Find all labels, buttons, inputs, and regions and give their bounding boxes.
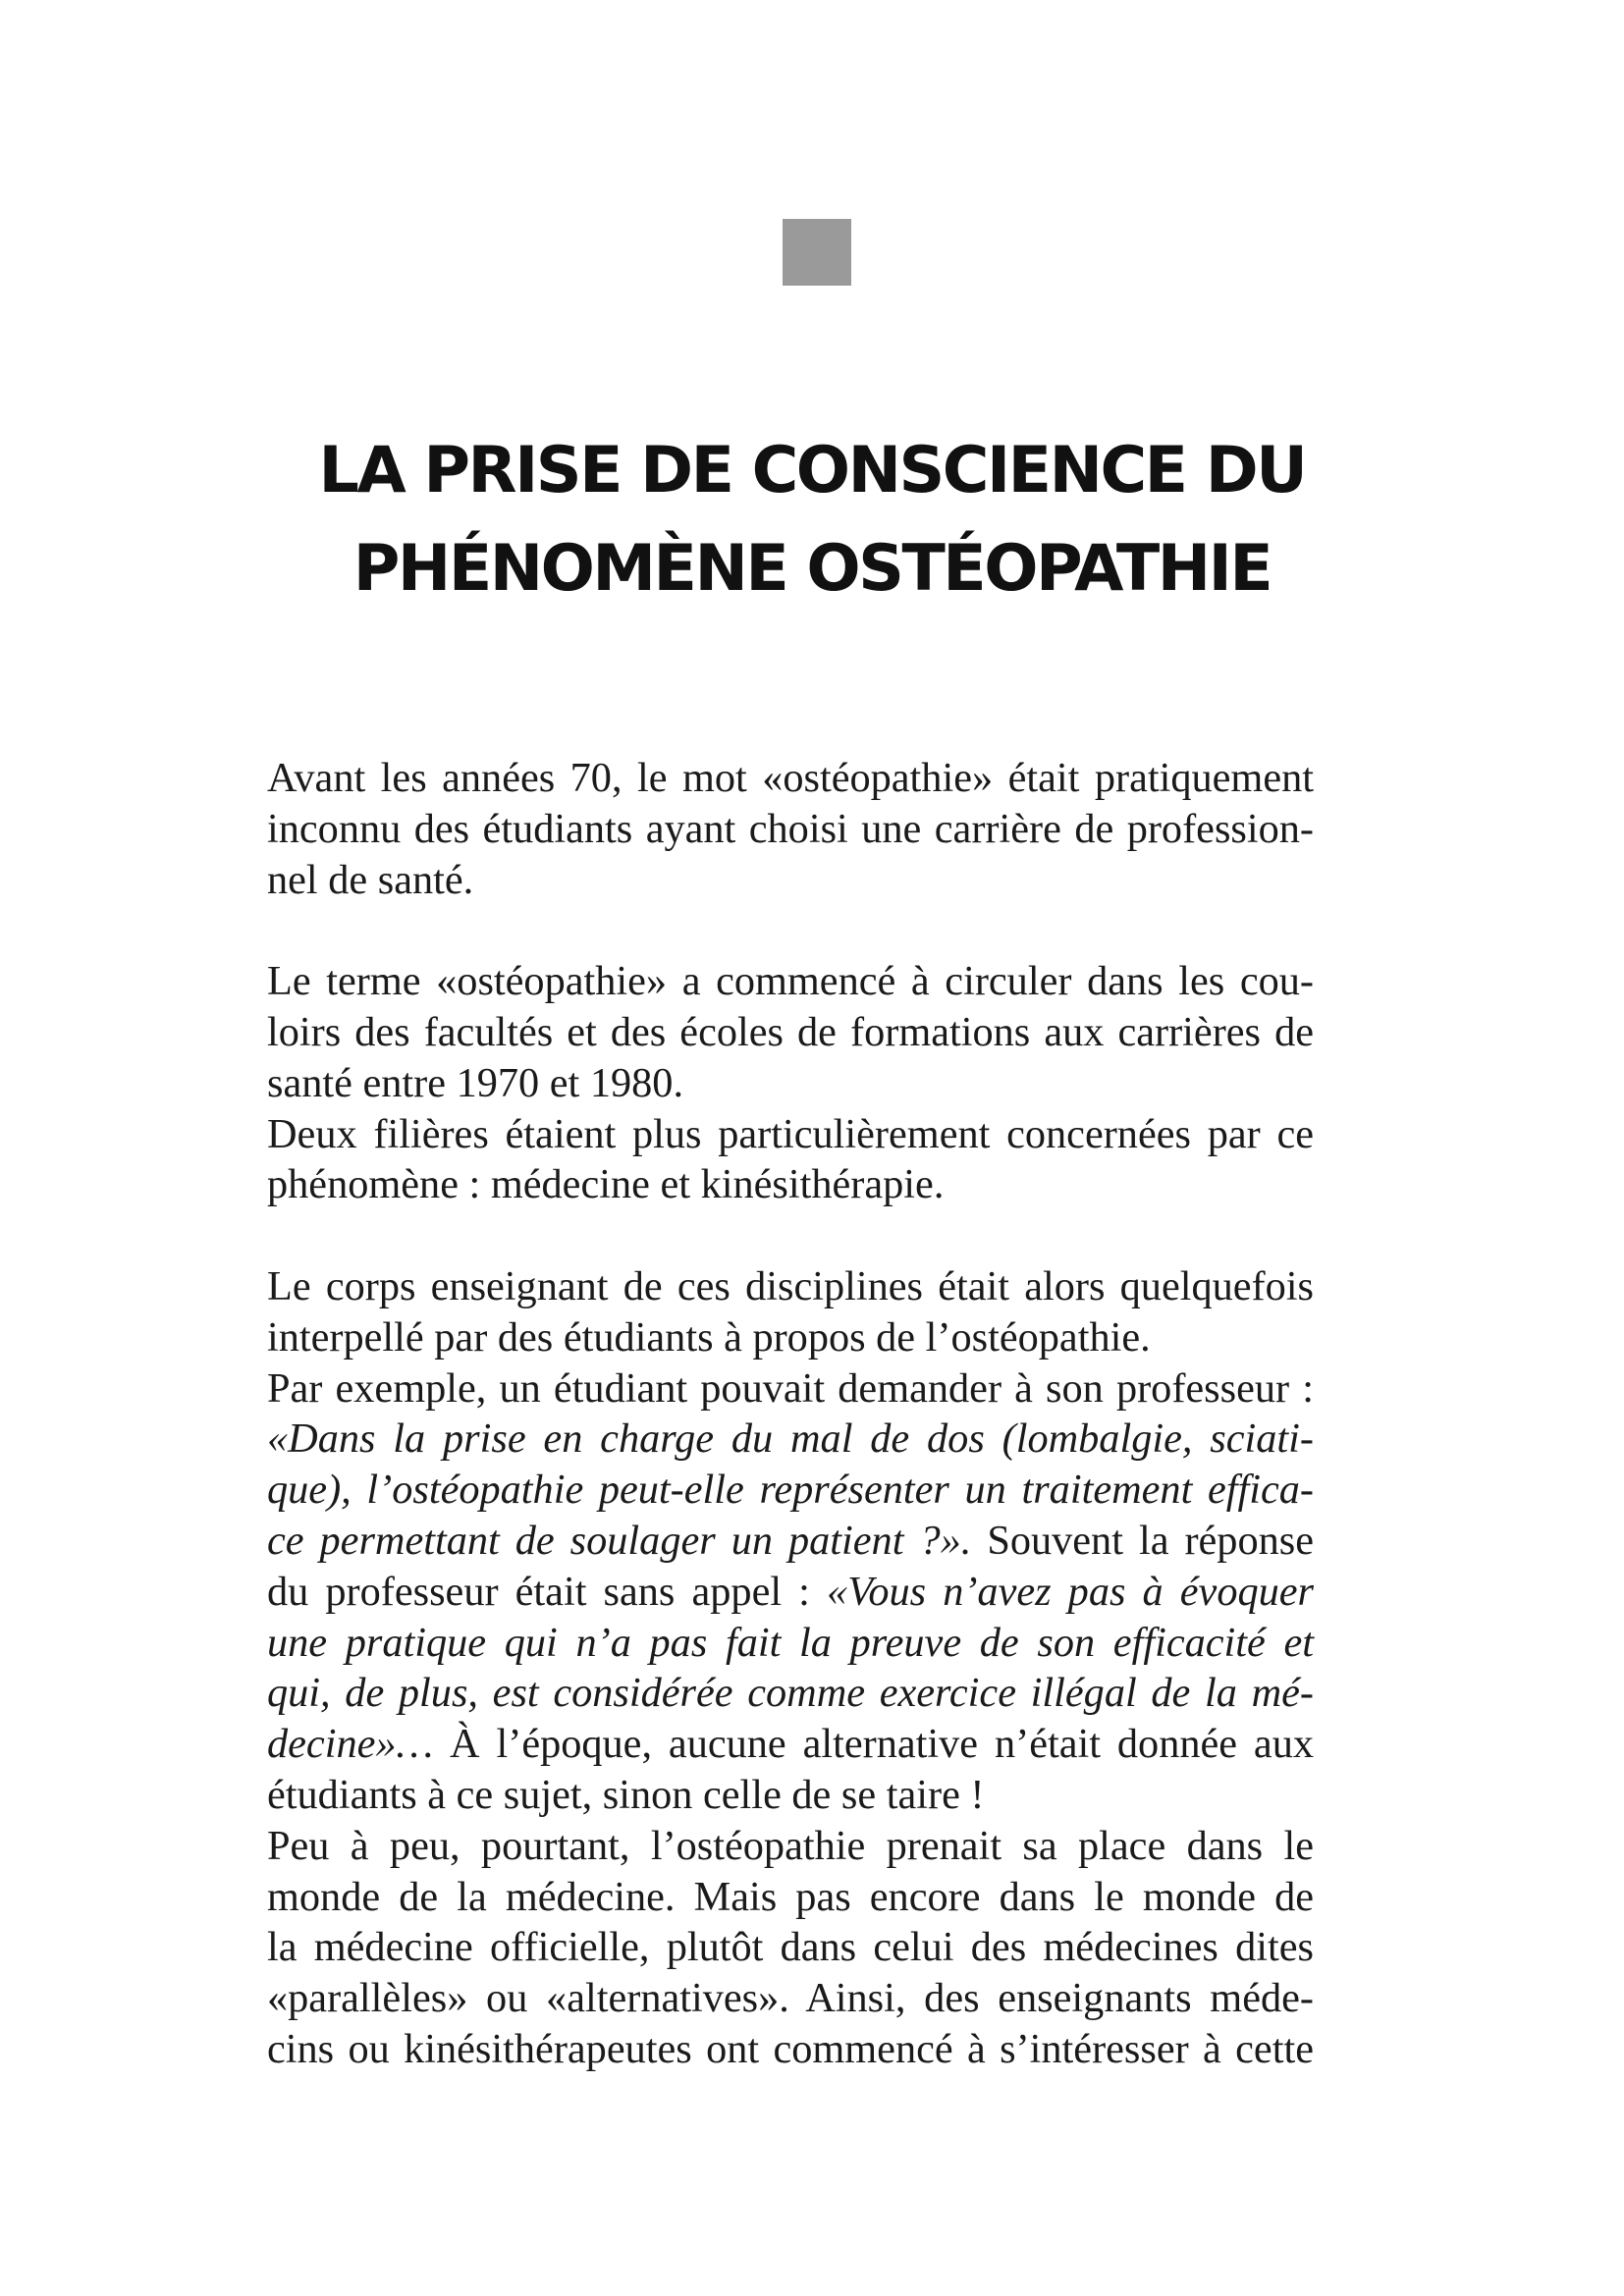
chapter-title-line-2: PHÉNOMÈNE OSTÉOPATHIE <box>352 532 1272 606</box>
body-line-mixed <box>267 1719 1314 1770</box>
body-line: Par exemple, un étudiant pouvait demander à son professeur : <box>267 1364 1314 1412</box>
paragraph-gap <box>267 905 1314 956</box>
body-line: loirs des facultés et des écoles de formations aux carrières de <box>267 1008 1314 1055</box>
quote-line: qui, de plus, est considérée comme exercice illégal de la mé- <box>267 1670 1314 1717</box>
quote-line: une pratique qui n’a pas fait la preuve de son efficacité et <box>267 1619 1314 1666</box>
quote-fragment: ce permettant de soulager un patient ?». <box>267 1517 972 1564</box>
body-line: Peu à peu, pourtant, l’ostéopathie prenait sa place dans le <box>267 1822 1314 1869</box>
chapter-body <box>267 753 1314 2075</box>
paragraph-gap <box>267 1210 1314 1261</box>
quote-fragment: «Vous n’avez pas à évoquer <box>827 1568 1315 1615</box>
chapter-marker-square <box>783 219 851 286</box>
quote-line: que), l’ostéopathie peut-elle représenter un traitement effica- <box>267 1467 1314 1514</box>
body-line: santé entre 1970 et 1980. <box>267 1059 684 1106</box>
body-line: Deux filières étaient plus particulièrement concernées par ce <box>267 1110 1314 1157</box>
body-line: Avant les années 70, le mot «ostéopathie» était pratiquement <box>267 755 1314 801</box>
body-line: étudiants à ce sujet, sinon celle de se taire ! <box>267 1771 985 1818</box>
body-line: inconnu des étudiants ayant choisi une carrière de profession- <box>267 805 1314 852</box>
text-fragment: Souvent la réponse <box>971 1517 1314 1564</box>
body-line: phénomène : médecine et kinésithérapie. <box>267 1161 945 1208</box>
chapter-title <box>147 422 1477 618</box>
body-line-mixed <box>267 1516 1314 1567</box>
body-line: nel de santé. <box>267 856 474 903</box>
body-line: cins ou kinésithérapeutes ont commencé à s’intéresser à cette <box>267 2025 1314 2072</box>
body-line: «parallèles» ou «alternatives». Ainsi, des enseignants méde- <box>267 1975 1314 2022</box>
text-fragment: À l’époque, aucune alternative n’était donnée aux <box>433 1721 1314 1768</box>
body-line: Le terme «ostéopathie» a commencé à circuler dans les cou- <box>267 958 1314 1005</box>
quote-fragment: decine»… <box>267 1721 434 1768</box>
chapter-title-line-1: LA PRISE DE CONSCIENCE DU <box>318 434 1306 507</box>
quote-line: «Dans la prise en charge du mal de dos (lombalgie, sciati- <box>267 1415 1314 1463</box>
body-line-mixed <box>267 1567 1314 1618</box>
body-line: interpellé par des étudiants à propos de l’ostéopathie. <box>267 1313 1151 1361</box>
body-line: monde de la médecine. Mais pas encore dans le monde de <box>267 1873 1314 1920</box>
text-fragment: du professeur était sans appel : <box>267 1568 828 1615</box>
body-line: Le corps enseignant de ces disciplines était alors quelquefois <box>267 1262 1314 1309</box>
body-line: la médecine officielle, plutôt dans celui des médecines dites <box>267 1924 1314 1971</box>
